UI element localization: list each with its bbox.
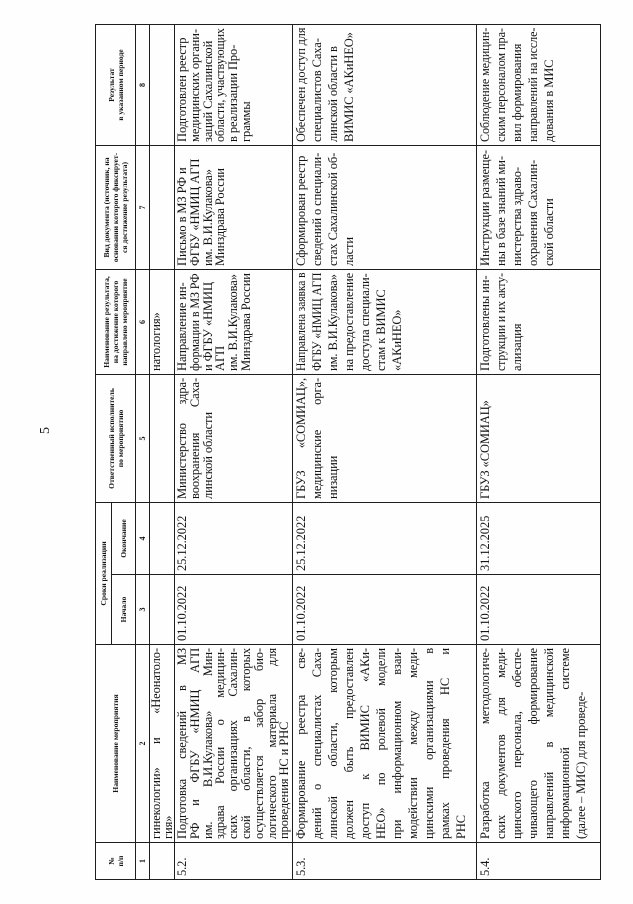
- text-line: ласти: [342, 236, 356, 266]
- header-responsible: [96, 374, 136, 502]
- text-line: РНС: [454, 814, 468, 839]
- activity-name-cell: [477, 645, 601, 843]
- text-line: низации: [326, 455, 340, 499]
- text-line: им. В.И.Кулакова»: [226, 274, 241, 371]
- result-cell: [175, 24, 293, 145]
- end-date-cell: 31.12.2025: [477, 502, 601, 574]
- result-name-cell: [293, 269, 477, 374]
- column-number: 5: [136, 374, 150, 502]
- text-line: нистерства здраво-: [510, 167, 524, 266]
- text-line: модействии между меди-: [406, 648, 420, 839]
- text-line: линской области в: [326, 46, 340, 142]
- activity-name-cell: [293, 645, 477, 843]
- text-line: основании которого фиксирует-: [111, 152, 120, 263]
- text-line: медицинских органи-: [187, 29, 202, 142]
- text-line: ВИМИС «АКиНЕО»: [342, 32, 356, 142]
- document-type-cell: [175, 145, 293, 269]
- text-line: Наименование результата,: [102, 276, 111, 368]
- text-line: специалистов Саха-: [310, 38, 324, 142]
- text-line: ской области, в которых: [238, 648, 253, 839]
- text-line: дений о специалистах Саха-: [310, 648, 324, 839]
- text-line: направлений на иссле-: [526, 27, 540, 142]
- text-line: ских документов для меди-: [494, 648, 508, 839]
- text-line: Соблюдение медицин-: [478, 27, 492, 142]
- text-line: Сформирован реестр: [294, 155, 308, 266]
- start-date-cell: 01.10.2022: [477, 575, 601, 645]
- start-date-cell: 01.10.2022: [293, 575, 477, 645]
- text-line: Формирование реестра све-: [294, 648, 308, 839]
- column-number-row: [136, 24, 150, 879]
- result-name-cell: [175, 269, 293, 374]
- header-period: Сроки реализации: [96, 502, 112, 644]
- responsible-cell: [150, 374, 175, 502]
- text-line: ской области: [542, 198, 556, 266]
- text-line: формации в МЗ РФ: [187, 273, 202, 371]
- result-name-cell: [477, 269, 601, 374]
- responsible-cell: [175, 374, 293, 502]
- start-date-cell: 01.10.2022: [175, 575, 293, 645]
- document-type-cell: [293, 145, 477, 269]
- header-activity-name: [96, 645, 136, 843]
- text-line: гия»: [161, 815, 175, 839]
- table-row: [150, 24, 175, 879]
- column-number: 4: [136, 502, 150, 574]
- text-line: ся достижение результата): [120, 162, 129, 253]
- end-date-cell: 25.12.2022: [175, 502, 293, 574]
- text-line: «АКиНЕО»: [390, 309, 404, 371]
- header-row: [96, 24, 112, 879]
- result-cell: [477, 24, 601, 145]
- text-line: ГБУЗ «СОМИАЦ»: [478, 400, 492, 499]
- column-number: 1: [136, 843, 150, 880]
- text-line: стам к ВИМИС: [374, 289, 388, 371]
- result-cell: [150, 24, 175, 145]
- text-line: им. В.И.Кулакова»: [200, 169, 215, 266]
- text-line: ских организациях Сахалин-: [226, 648, 241, 839]
- column-number: 2: [136, 645, 150, 843]
- text-line: информационной системе: [558, 648, 572, 839]
- text-line: доступа специали-: [358, 273, 372, 371]
- text-line: воохранения Саха-: [187, 377, 202, 499]
- text-line: Министерство здра-: [175, 377, 189, 499]
- text-line: логического материала для: [264, 648, 279, 839]
- table-row: [293, 24, 477, 879]
- responsible-cell: [477, 374, 601, 502]
- text-line: и ФГБУ «НМИЦ: [200, 282, 215, 371]
- header-document-type: [96, 145, 136, 269]
- result-name-cell: [150, 269, 175, 374]
- text-line: Подготовлены ин-: [478, 275, 492, 371]
- row-number-cell: [150, 843, 175, 880]
- text-line: охранения Сахалин-: [526, 159, 540, 266]
- text-line: Подготовка сведений в МЗ: [175, 648, 189, 839]
- text-line: ФГБУ «НМИЦ АГП: [310, 272, 324, 371]
- text-line: проведения НС и РНС: [277, 721, 292, 839]
- column-number: 7: [136, 145, 150, 269]
- text-line: ализация: [510, 323, 524, 371]
- text-line: Минздрава России: [238, 273, 253, 371]
- text-line: цинскими организациями в: [422, 648, 436, 839]
- column-number: 3: [136, 575, 150, 645]
- plan-table: [95, 24, 601, 880]
- start-date-cell: [150, 575, 175, 645]
- table-row: [175, 24, 293, 879]
- responsible-cell: [293, 374, 477, 502]
- text-line: Наименование мероприятия: [111, 694, 120, 793]
- text-line: Разработка методологиче-: [478, 648, 492, 839]
- text-line: Подготовлен реестр: [175, 37, 189, 142]
- text-line: №: [106, 857, 116, 865]
- text-line: стах Сахалинской об-: [326, 152, 340, 266]
- text-line: медицинские орга-: [310, 377, 324, 499]
- text-line: цинского персонала, обеспе-: [510, 648, 524, 839]
- text-line: здрава России о медицин-: [213, 648, 228, 839]
- text-line: Вид документа (источник, на: [102, 157, 111, 258]
- text-line: Результат: [106, 68, 116, 102]
- text-line: в реализации Про-: [226, 44, 241, 142]
- text-line: п/п: [115, 855, 125, 867]
- text-line: Письмо в МЗ РФ и: [175, 167, 189, 266]
- text-line: (далее – МИС) для проведе-: [574, 691, 588, 839]
- row-number-cell: 5.3.: [293, 843, 477, 880]
- table-row: [477, 24, 601, 879]
- activity-name-cell: [175, 645, 293, 843]
- text-line: направлений в медицинской: [542, 648, 556, 839]
- text-line: рамках проведения НС и: [438, 648, 452, 839]
- text-line: осуществляется забор био-: [251, 648, 266, 839]
- text-line: по мероприятию: [115, 409, 125, 468]
- text-line: линской области: [200, 412, 215, 499]
- text-line: ГБУЗ «СОМИАЦ»,: [294, 377, 308, 499]
- text-line: им. В.И.Кулакова» Мин-: [200, 648, 215, 839]
- text-line: дования в МИС: [542, 59, 556, 142]
- text-line: вил формирования: [510, 43, 524, 142]
- end-date-cell: 25.12.2022: [293, 502, 477, 574]
- column-number: 6: [136, 269, 150, 374]
- result-cell: [293, 24, 477, 145]
- header-end: Окончание: [112, 502, 136, 574]
- header-number: [96, 843, 136, 880]
- text-line: Обеспечен доступ для: [294, 27, 308, 142]
- text-line: доступ к ВИМИС «АКи-: [358, 648, 372, 839]
- text-line: линской области, которым: [326, 648, 340, 839]
- text-line: Минздрава России: [213, 168, 228, 266]
- row-number-cell: 5.2.: [175, 843, 293, 880]
- text-line: РФ и ФГБУ «НМИЦ АГП: [187, 648, 202, 839]
- text-line: ФГБУ «НМИЦ АГП: [187, 158, 202, 266]
- header-result-name: [96, 269, 136, 374]
- text-line: им. В.И.Кулакова»: [326, 274, 340, 371]
- document-type-cell: [150, 145, 175, 269]
- text-line: Направлена заявка в: [294, 272, 308, 371]
- text-line: Направление ин-: [175, 282, 189, 371]
- text-line: натология»: [149, 312, 163, 371]
- end-date-cell: [150, 502, 175, 574]
- text-line: граммы: [238, 101, 253, 142]
- text-line: Инструкции размеще-: [478, 150, 492, 266]
- text-line: должен быть предоставлен: [342, 648, 356, 839]
- text-line: Ответственный исполнитель: [106, 388, 116, 489]
- text-line: ским персоналом пра-: [494, 28, 508, 142]
- header-start: Начало: [112, 575, 136, 645]
- text-line: НЕО» по ролевой модели: [374, 648, 388, 839]
- text-line: области, участвующих: [213, 28, 228, 142]
- text-line: АГП: [213, 346, 228, 371]
- row-number-cell: 5.4.: [477, 843, 601, 880]
- text-line: на предоставление: [342, 272, 356, 371]
- text-line: ны в базе знаний ми-: [494, 156, 508, 266]
- text-line: заций Сахалинской: [200, 40, 215, 142]
- text-line: направлено мероприятие: [120, 278, 129, 366]
- page-number: 5: [38, 427, 53, 434]
- header-result: [96, 24, 136, 145]
- document-type-cell: [477, 145, 601, 269]
- column-number: 8: [136, 24, 150, 145]
- text-line: гинекологии» и «Неонатоло-: [149, 648, 163, 839]
- text-line: сведений о специали-: [310, 152, 324, 266]
- text-line: чивающего формирование: [526, 648, 540, 839]
- activity-name-cell: [150, 645, 175, 843]
- text-line: в указанном периоде: [115, 49, 125, 121]
- text-line: на достижение которого: [111, 280, 120, 364]
- text-line: струкции и их акту-: [494, 273, 508, 371]
- text-line: при информационном взаи-: [390, 648, 404, 839]
